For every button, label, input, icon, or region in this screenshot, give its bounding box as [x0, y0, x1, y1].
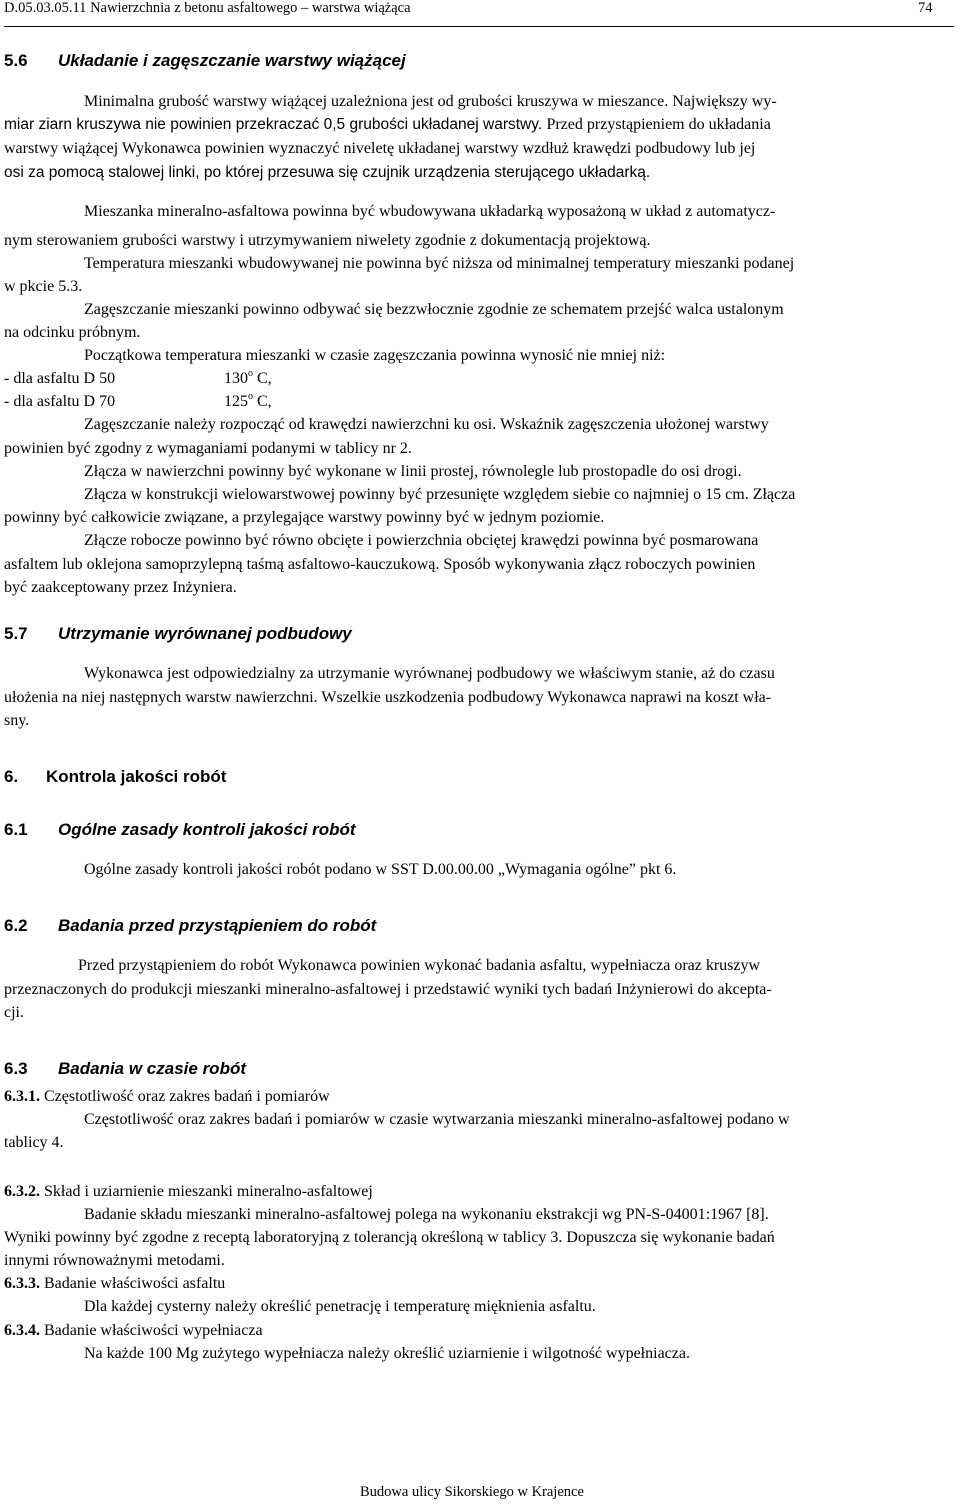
document-title: Nawierzchnia z betonu asfaltowego – warstwa wiążąca: [90, 0, 411, 16]
section-6-2-heading: [4, 916, 376, 936]
paragraph-line: przeznaczonych do produkcji mieszanki mineralno-asfaltowej i przedstawić wyniki tych badań Inżynierowi do akcepta-: [4, 981, 772, 998]
paragraph-line: powinien być zgodny z wymaganiami podanymi w tablicy nr 2.: [4, 440, 412, 457]
paragraph-line: osi za pomocą stalowej linki, po której przesuwa się czujnik urządzenia sterującego układarką.: [4, 164, 651, 181]
paragraph-fragment: Przed przystąpieniem do układania: [546, 116, 771, 133]
temperature-value: 125: [224, 393, 248, 410]
section-5-7-heading: [4, 624, 352, 644]
subsection-number: 6.3.3.: [4, 1275, 40, 1292]
paragraph-line: nym sterowaniem grubości warstwy i utrzymywaniem niwelety zgodnie z dokumentacją projektową.: [4, 232, 651, 249]
paragraph-line: Minimalna grubość warstwy wiążącej uzależniona jest od grubości kruszywa w mieszance. Największy wy-: [84, 93, 777, 110]
temperature-row: [4, 370, 272, 388]
subsection-6-3-2-heading: [4, 1183, 373, 1201]
paragraph-line: warstwy wiążącej Wykonawca powinien wyznaczyć niveletę układanej warstwy wzdłuż krawędzi podbudowy lub jej: [4, 140, 756, 157]
section-title: Kontrola jakości robót: [46, 767, 227, 786]
running-header: [4, 0, 411, 17]
paragraph-line: Badanie składu mieszanki mineralno-asfaltowej polega na wykonaniu ekstrakcji wg PN-S-04001:1967 [8].: [84, 1206, 769, 1223]
section-title: Ogólne zasady kontroli jakości robót: [58, 820, 356, 839]
paragraph-fragment: miar ziarn kruszywa nie powinien przekraczać 0,5 grubości układanej warstwy.: [4, 116, 543, 133]
section-5-6-heading: [4, 51, 406, 71]
paragraph-line: Złącza w nawierzchni powinny być wykonane w linii prostej, równolegle lub prostopadle do osi drogi.: [84, 463, 742, 480]
subsection-title: Częstotliwość oraz zakres badań i pomiarów: [44, 1088, 330, 1105]
paragraph-line: Złącze robocze powinno być równo obcięte i powierzchnia obciętej krawędzi powinna być posmarowana: [84, 532, 759, 549]
subsection-6-3-3-heading: [4, 1275, 225, 1293]
paragraph-line: w pkcie 5.3.: [4, 278, 83, 295]
section-title: Układanie i zagęszczanie warstwy wiążącej: [58, 51, 406, 70]
paragraph-line: Wykonawca jest odpowiedzialny za utrzymanie wyrównanej podbudowy we właściwym stanie, aż do czasu: [84, 665, 775, 682]
subsection-title: Badanie właściwości wypełniacza: [44, 1322, 263, 1339]
section-6-1-heading: [4, 820, 356, 840]
section-6-heading: [4, 767, 226, 787]
page-footer: Budowa ulicy Sikorskiego w Krajence: [360, 1484, 584, 1500]
page-number: 74: [918, 0, 933, 16]
temperature-row: [4, 393, 272, 411]
paragraph-line: Dla każdej cysterny należy określić penetrację i temperaturę mięknienia asfaltu.: [84, 1298, 596, 1315]
temperature-value: 130: [224, 370, 248, 387]
paragraph-line: ułożenia na niej następnych warstw nawierzchni. Wszelkie uszkodzenia podbudowy Wykonawca naprawi na koszt wła-: [4, 689, 772, 706]
section-number: 5.7: [4, 624, 28, 643]
subsection-number: 6.3.1.: [4, 1088, 40, 1105]
subsection-6-3-4-heading: [4, 1322, 263, 1340]
degree-mark: o: [248, 391, 253, 402]
temperature-unit: C,: [253, 393, 272, 410]
paragraph-line: Wyniki powinny być zgodne z receptą laboratoryjną z tolerancją określoną w tablicy 3. Dopuszcza się wykonanie badań: [4, 1229, 775, 1246]
section-title: Badania w czasie robót: [58, 1059, 246, 1078]
paragraph-line: na odcinku próbnym.: [4, 324, 141, 341]
section-number: 6.1: [4, 820, 28, 839]
paragraph-line: asfaltem lub oklejona samoprzylepną taśmą asfaltowo-kauczukową. Sposób wykonywania złącz roboczych powinien: [4, 556, 756, 573]
paragraph-line: sny.: [4, 712, 30, 729]
subsection-6-3-1-heading: [4, 1088, 330, 1106]
paragraph-line: tablicy 4.: [4, 1134, 64, 1151]
paragraph-line: Ogólne zasady kontroli jakości robót podano w SST D.00.00.00 „Wymagania ogólne” pkt 6.: [84, 861, 677, 878]
paragraph-line: być zaakceptowany przez Inżyniera.: [4, 579, 237, 596]
section-number: 6.: [4, 767, 19, 786]
asphalt-label: - dla asfaltu D 50: [4, 370, 116, 387]
degree-mark: o: [248, 368, 253, 379]
paragraph-line: innymi równoważnymi metodami.: [4, 1252, 225, 1269]
section-number: 6.2: [4, 916, 28, 935]
section-title: Utrzymanie wyrównanej podbudowy: [58, 624, 352, 643]
paragraph-line: Na każde 100 Mg zużytego wypełniacza należy określić uziarnienie i wilgotność wypełniacza.: [84, 1345, 690, 1362]
document-code: D.05.03.05.11: [4, 0, 87, 16]
paragraph-line: Przed przystąpieniem do robót Wykonawca powinien wykonać badania asfaltu, wypełniacza oraz kruszyw: [78, 957, 761, 974]
paragraph-line: Zagęszczanie należy rozpocząć od krawędzi nawierzchni ku osi. Wskaźnik zagęszczenia ułożonej warstwy: [84, 416, 769, 433]
section-number: 6.3: [4, 1059, 28, 1078]
asphalt-label: - dla asfaltu D 70: [4, 393, 116, 410]
header-rule: [4, 26, 954, 27]
paragraph-line: Mieszanka mineralno-asfaltowa powinna być wbudowywana układarką wyposażoną w układ z automatycz-: [84, 203, 776, 220]
section-6-3-heading: [4, 1059, 246, 1079]
paragraph-line: Początkowa temperatura mieszanki w czasie zagęszczania powinna wynosić nie mniej niż:: [84, 347, 666, 364]
paragraph-line: Złącza w konstrukcji wielowarstwowej powinny być przesunięte względem siebie co najmniej o 15 cm. Złącza: [84, 486, 796, 503]
subsection-number: 6.3.2.: [4, 1183, 40, 1200]
temperature-unit: C,: [253, 370, 272, 387]
section-number: 5.6: [4, 51, 28, 70]
paragraph-line: powinny być całkowicie związane, a przylegające warstwy powinny być w jednym poziomie.: [4, 509, 605, 526]
subsection-title: Badanie właściwości asfaltu: [44, 1275, 226, 1292]
paragraph-line: cji.: [4, 1004, 24, 1021]
paragraph-line: Zagęszczanie mieszanki powinno odbywać się bezzwłocznie zgodnie ze schematem przejść walca ustalonym: [84, 301, 784, 318]
paragraph-line: Temperatura mieszanki wbudowywanej nie powinna być niższa od minimalnej temperatury mieszanki podanej: [84, 255, 795, 272]
subsection-number: 6.3.4.: [4, 1322, 40, 1339]
section-title: Badania przed przystąpieniem do robót: [58, 916, 377, 935]
paragraph-line: [4, 116, 771, 134]
subsection-title: Skład i uziarnienie mieszanki mineralno-asfaltowej: [44, 1183, 373, 1200]
paragraph-line: Częstotliwość oraz zakres badań i pomiarów w czasie wytwarzania mieszanki mineralno-asfaltowej podano w: [84, 1111, 790, 1128]
